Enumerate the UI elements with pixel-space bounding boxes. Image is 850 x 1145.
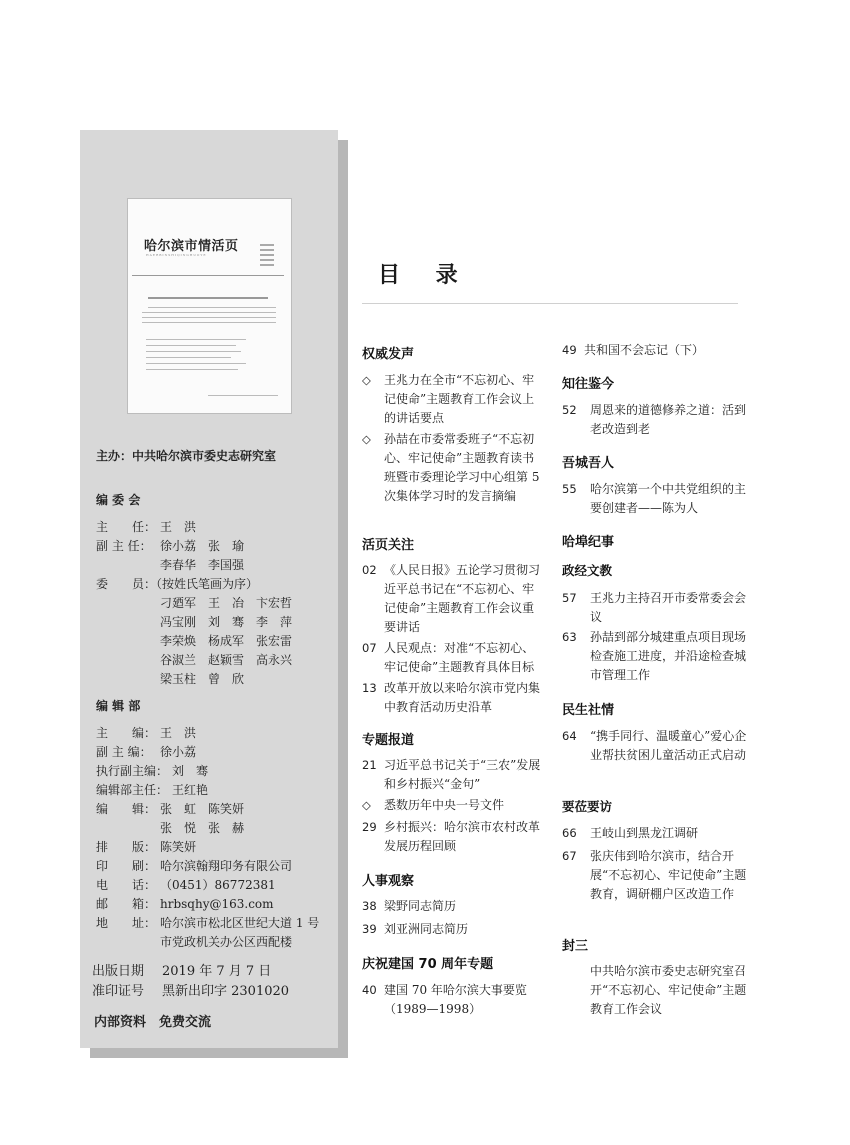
toc-entry-title: 刘亚洲同志简历 xyxy=(384,922,469,936)
cover-body-line xyxy=(142,322,276,323)
toc-entry-title: 王岐山到黑龙江调研 xyxy=(590,826,699,840)
permit: 黑新出印字 2301020 xyxy=(162,984,290,999)
toc-entry-title: 乡村振兴：哈尔滨市农村改革发展历程回顾 xyxy=(384,820,541,853)
dept-email-label: 邮 箱： xyxy=(96,897,157,911)
toc-entry-title: 中共哈尔滨市委史志研究室召开“不忘初心、牢记使命”主题教育工作会议 xyxy=(590,964,747,1016)
dept-layout-label: 排 版： xyxy=(96,840,157,854)
pub-date: 2019 年 7 月 7 日 xyxy=(162,964,272,979)
toc-title: 目 录 xyxy=(378,262,472,288)
editorial-board-heading: 编 委 会 xyxy=(96,493,141,507)
board-members-label: 委 员： xyxy=(96,577,157,591)
toc-page-number: 29 xyxy=(362,820,377,834)
sponsor: 主办：中共哈尔滨市委史志研究室 xyxy=(96,449,277,463)
toc-subsection-heading: 政经文教 xyxy=(562,563,613,578)
dept-print: 哈尔滨翰翔印务有限公司 xyxy=(160,859,293,873)
cover-headline-bar xyxy=(148,297,268,299)
dept-chief-label: 主 编： xyxy=(96,726,157,740)
toc-page-number: 52 xyxy=(562,403,577,417)
toc-entry[interactable] xyxy=(562,727,748,765)
dept-address: 哈尔滨市松北区世纪大道 1 号 xyxy=(160,916,320,930)
toc-page-number: 64 xyxy=(562,729,577,743)
toc-section-heading: 活页关注 xyxy=(362,538,415,553)
toc-section-heading: 权威发声 xyxy=(362,347,415,362)
toc-section-heading: 民生社情 xyxy=(562,703,615,718)
toc-entry-title: 哈尔滨第一个中共党组织的主要创建者——陈为人 xyxy=(590,482,747,515)
toc-entry-title: 悉数历年中央一号文件 xyxy=(384,798,505,812)
toc-entry-title: 建国 70 年哈尔滨大事要览（1989—1998） xyxy=(384,983,527,1016)
board-members: 梁玉柱 曾 欣 xyxy=(160,672,245,686)
diamond-icon: ◇ xyxy=(362,798,371,812)
board-members: 李荣焕 杨成军 张宏雷 xyxy=(160,634,293,648)
toc-section-heading: 哈埠纪事 xyxy=(562,535,615,550)
toc-entry[interactable] xyxy=(362,981,546,1019)
toc-entry[interactable] xyxy=(362,897,546,916)
toc-entry-title: “携手同行、温暖童心”爱心企业帮扶贫困儿童活动正式启动 xyxy=(590,729,747,762)
toc-entry[interactable] xyxy=(362,818,546,856)
cover-rule xyxy=(132,275,284,276)
diamond-icon: ◇ xyxy=(362,432,371,446)
board-director-label: 主 任： xyxy=(96,520,157,534)
editorial-dept-heading: 编 辑 部 xyxy=(96,699,141,713)
toc-entry-title: 孙喆到部分城建重点项目现场检查施工进度，并沿途检查城市管理工作 xyxy=(590,630,747,682)
toc-page-number: 49 xyxy=(562,343,577,357)
dept-office-label: 编辑部主任： xyxy=(96,783,169,797)
toc-entry[interactable] xyxy=(362,561,546,637)
toc-entry-title: 习近平总书记关于“三农”发展和乡村振兴“金句” xyxy=(384,758,541,791)
toc-entry-title: 孙喆在市委常委班子“不忘初心、牢记使命”主题教育读书班暨市委理论学习中心组第 5 次集体学习时的发言摘编 xyxy=(384,432,540,503)
toc-entry-title: 共和国不会忘记（下） xyxy=(584,343,705,357)
toc-entry[interactable] xyxy=(362,920,546,939)
toc-section-heading: 庆祝建国 70 周年专题 xyxy=(362,957,494,972)
toc-page-number: 38 xyxy=(362,899,377,913)
toc-entry[interactable] xyxy=(562,401,748,439)
toc-entry-title: 王兆力主持召开市委常委会会议 xyxy=(590,591,747,624)
footer-note: 内部资料 免费交流 xyxy=(94,1015,212,1030)
dept-phone: （0451）86772381 xyxy=(160,878,276,892)
toc-entry[interactable] xyxy=(562,589,748,627)
cover-list-line xyxy=(146,369,238,370)
cover-subtitle: HAERBINSHIQINGHUOYE xyxy=(146,253,207,257)
dept-exec-label: 执行副主编： xyxy=(96,764,169,778)
toc-section-heading: 封三 xyxy=(562,939,589,954)
toc-page-number: 07 xyxy=(362,641,377,655)
cover-list-line xyxy=(146,363,246,364)
toc-entry-title: 人民观点：对准“不忘初心、牢记使命”主题教育具体目标 xyxy=(384,641,535,674)
toc-entry[interactable] xyxy=(562,962,748,1019)
cover-body-line xyxy=(148,307,276,308)
toc-entry[interactable] xyxy=(362,430,546,506)
board-deputy: 李春华 李国强 xyxy=(160,558,245,572)
dept-vice-chief: 徐小荔 xyxy=(160,745,197,759)
cover-body-line xyxy=(142,312,276,313)
board-members: 冯宝刚 刘 骞 李 萍 xyxy=(160,615,293,629)
cover-list-line xyxy=(146,357,231,358)
dept-vice-chief-label: 副 主 编： xyxy=(96,745,152,759)
board-members-note: （按姓氏笔画为序） xyxy=(150,577,259,591)
dept-address-label: 地 址： xyxy=(96,916,157,930)
dept-email: hrbsqhy@163.com xyxy=(160,897,274,911)
toc-entry[interactable] xyxy=(362,756,546,794)
dept-chief: 王 洪 xyxy=(160,726,197,740)
board-deputy: 徐小荔 张 瑜 xyxy=(160,539,245,553)
toc-entry[interactable] xyxy=(362,796,546,815)
toc-entry[interactable] xyxy=(562,824,748,843)
toc-divider xyxy=(362,303,738,304)
toc-page-number: 39 xyxy=(362,922,377,936)
dept-print-label: 印 刷： xyxy=(96,859,157,873)
toc-page-number: 63 xyxy=(562,630,577,644)
permit-label: 准印证号 xyxy=(92,984,145,999)
toc-entry-title: 王兆力在全市“不忘初心、牢记使命”主题教育工作会议上的讲话要点 xyxy=(384,373,535,425)
toc-page-number: 02 xyxy=(362,563,377,577)
toc-page-number: 67 xyxy=(562,849,577,863)
diamond-icon: ◇ xyxy=(362,373,371,387)
toc-page-number: 55 xyxy=(562,482,577,496)
dept-editors: 张 虹 陈笑妍 xyxy=(160,802,245,816)
dept-address: 市党政机关办公区西配楼 xyxy=(160,935,293,949)
toc-entry-title: 张庆伟到哈尔滨市，结合开展“不忘初心、牢记使命”主题教育，调研棚户区改造工作 xyxy=(590,849,747,901)
dept-editors-label: 编 辑： xyxy=(96,802,157,816)
toc-page-number: 21 xyxy=(362,758,377,772)
toc-section-heading: 知往鉴今 xyxy=(562,377,615,392)
toc-section-heading: 要莅要访 xyxy=(562,799,613,814)
board-members: 谷淑兰 赵颖雪 高永兴 xyxy=(160,653,293,667)
toc-entry[interactable] xyxy=(562,847,748,904)
cover-footer-line xyxy=(208,395,278,396)
cover-thumbnail xyxy=(127,198,292,414)
toc-entry[interactable] xyxy=(562,628,748,685)
toc-entry[interactable] xyxy=(562,341,748,360)
dept-office: 王红艳 xyxy=(172,783,209,797)
dept-exec: 刘 骞 xyxy=(172,764,209,778)
cover-title: 哈尔滨市情活页 xyxy=(144,239,239,254)
dept-editors: 张 悦 张 赫 xyxy=(160,821,245,835)
toc-entry-title: 《人民日报》五论学习贯彻习近平总书记在“不忘初心、牢记使命”主题教育工作会议重要讲话 xyxy=(384,563,541,634)
cover-list-line xyxy=(146,345,236,346)
toc-entry-title: 改革开放以来哈尔滨市党内集中教育活动历史沿革 xyxy=(384,681,541,714)
dept-phone-label: 电 话： xyxy=(96,878,157,892)
toc-entry[interactable] xyxy=(362,639,546,677)
toc-section-heading: 专题报道 xyxy=(362,733,415,748)
dept-layout: 陈笑妍 xyxy=(160,840,197,854)
toc-entry-title: 周恩来的道德修养之道：活到老改造到老 xyxy=(590,403,747,436)
board-director: 王 洪 xyxy=(160,520,197,534)
board-deputy-label: 副 主 任： xyxy=(96,539,152,553)
cover-body-line xyxy=(142,317,276,318)
cover-list-line xyxy=(146,339,246,340)
toc-page-number: 57 xyxy=(562,591,577,605)
toc-page-number: 13 xyxy=(362,681,377,695)
toc-page-number: 40 xyxy=(362,983,377,997)
toc-section-heading: 人事观察 xyxy=(362,874,415,889)
toc-page-number: 66 xyxy=(562,826,577,840)
toc-section-heading: 吾城吾人 xyxy=(562,456,615,471)
cover-index-marks xyxy=(260,244,278,272)
toc-entry[interactable] xyxy=(362,371,546,428)
toc-entry-title: 梁野同志简历 xyxy=(384,899,457,913)
cover-list-line xyxy=(146,351,241,352)
toc-entry[interactable] xyxy=(562,480,748,518)
board-members: 刁廼军 王 冶 卞宏哲 xyxy=(160,596,293,610)
pub-date-label: 出版日期 xyxy=(92,964,145,979)
toc-entry[interactable] xyxy=(362,679,546,717)
